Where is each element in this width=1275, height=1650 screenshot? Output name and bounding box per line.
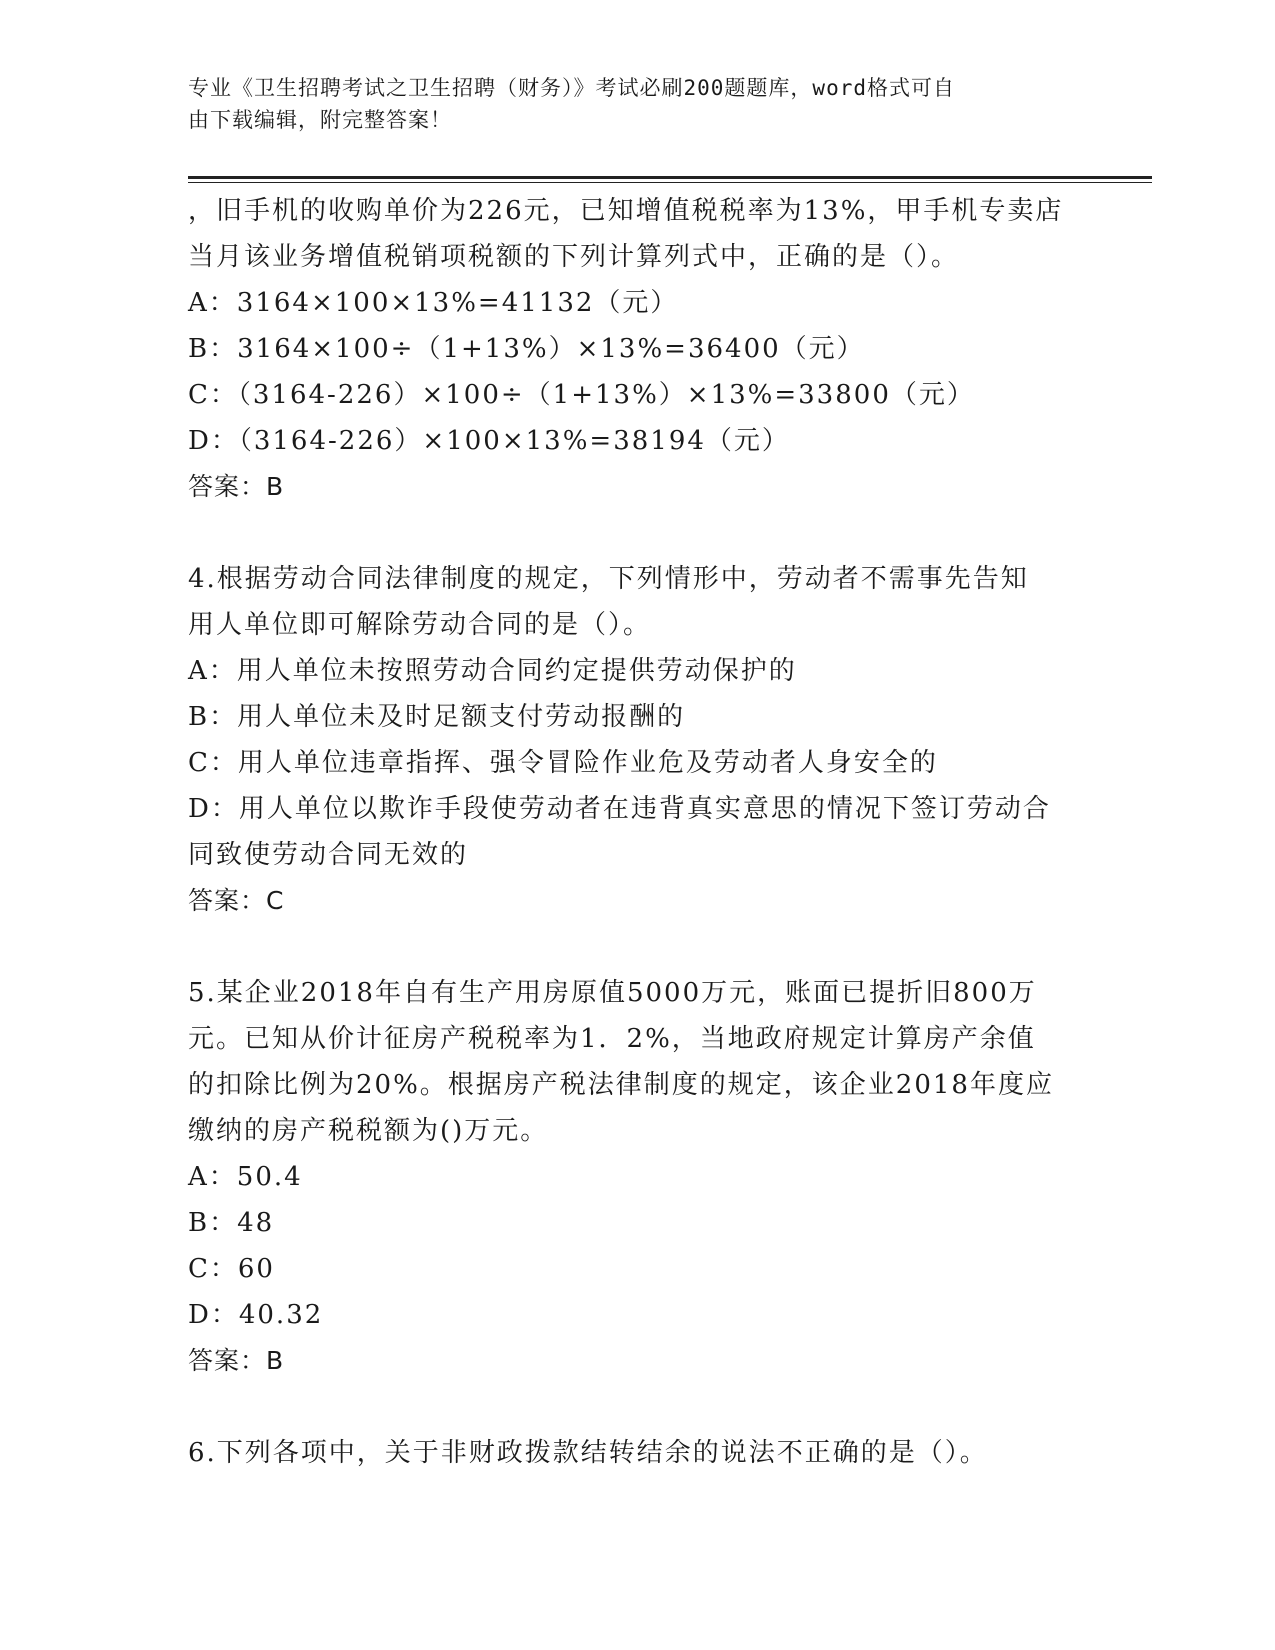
question-6: [188, 1430, 1088, 1476]
question-text: 4.根据劳动合同法律制度的规定，下列情形中，劳动者不需事先告知: [188, 564, 1029, 594]
header-line: 由下载编辑，附完整答案！: [188, 108, 452, 132]
option-c: C：60: [188, 1254, 275, 1284]
option-a: A：用人单位未按照劳动合同约定提供劳动保护的: [188, 656, 797, 686]
option-a: A：3164×100×13%=41132（元）: [188, 288, 679, 318]
question-4: [188, 556, 1088, 924]
question-text: 用人单位即可解除劳动合同的是（）。: [188, 610, 652, 640]
question-text: 当月该业务增值税销项税额的下列计算列式中，正确的是（）。: [188, 242, 960, 272]
question-3: [188, 188, 1088, 510]
question-text: 6.下列各项中，关于非财政拨款结转结余的说法不正确的是（）。: [188, 1438, 988, 1468]
question-text: ，旧手机的收购单价为226元，已知增值税税率为13%，甲手机专卖店: [188, 196, 1064, 226]
question-text: 5.某企业2018年自有生产用房原值5000万元，账面已提折旧800万: [188, 978, 1037, 1008]
option-a: A：50.4: [188, 1162, 303, 1192]
option-c: C：用人单位违章指挥、强令冒险作业危及劳动者人身安全的: [188, 748, 938, 778]
question-text: 元。已知从价计征房产税税率为1．2%，当地政府规定计算房产余值: [188, 1024, 1036, 1054]
answer: 答案：C: [188, 886, 285, 915]
option-b: B：48: [188, 1208, 275, 1238]
question-text: 缴纳的房产税税额为()万元。: [188, 1116, 549, 1146]
spacer: [188, 510, 1088, 556]
answer: 答案：B: [188, 472, 285, 501]
option-d-continued: 同致使劳动合同无效的: [188, 840, 469, 870]
question-list: [188, 188, 1088, 1476]
option-d: D：（3164-226）×100×13%=38194（元）: [188, 426, 790, 456]
option-b: B：3164×100÷（1+13%）×13%=36400（元）: [188, 334, 865, 364]
spacer: [188, 924, 1088, 970]
option-d: D：40.32: [188, 1300, 324, 1330]
option-d: D：用人单位以欺诈手段使劳动者在违背真实意思的情况下签订劳动合: [188, 794, 1051, 824]
option-b: B：用人单位未及时足额支付劳动报酬的: [188, 702, 686, 732]
header-divider: [188, 176, 1152, 179]
option-c: C：（3164-226）×100÷（1+13%）×13%=33800（元）: [188, 380, 975, 410]
document-header: [188, 72, 1068, 136]
answer: 答案：B: [188, 1346, 285, 1375]
header-line: 专业《卫生招聘考试之卫生招聘（财务）》考试必刷200题题库，word格式可自: [188, 76, 955, 100]
header-divider-thin: [188, 182, 1152, 183]
question-5: [188, 970, 1088, 1384]
spacer: [188, 1384, 1088, 1430]
question-text: 的扣除比例为20%。根据房产税法律制度的规定，该企业2018年度应: [188, 1070, 1054, 1100]
